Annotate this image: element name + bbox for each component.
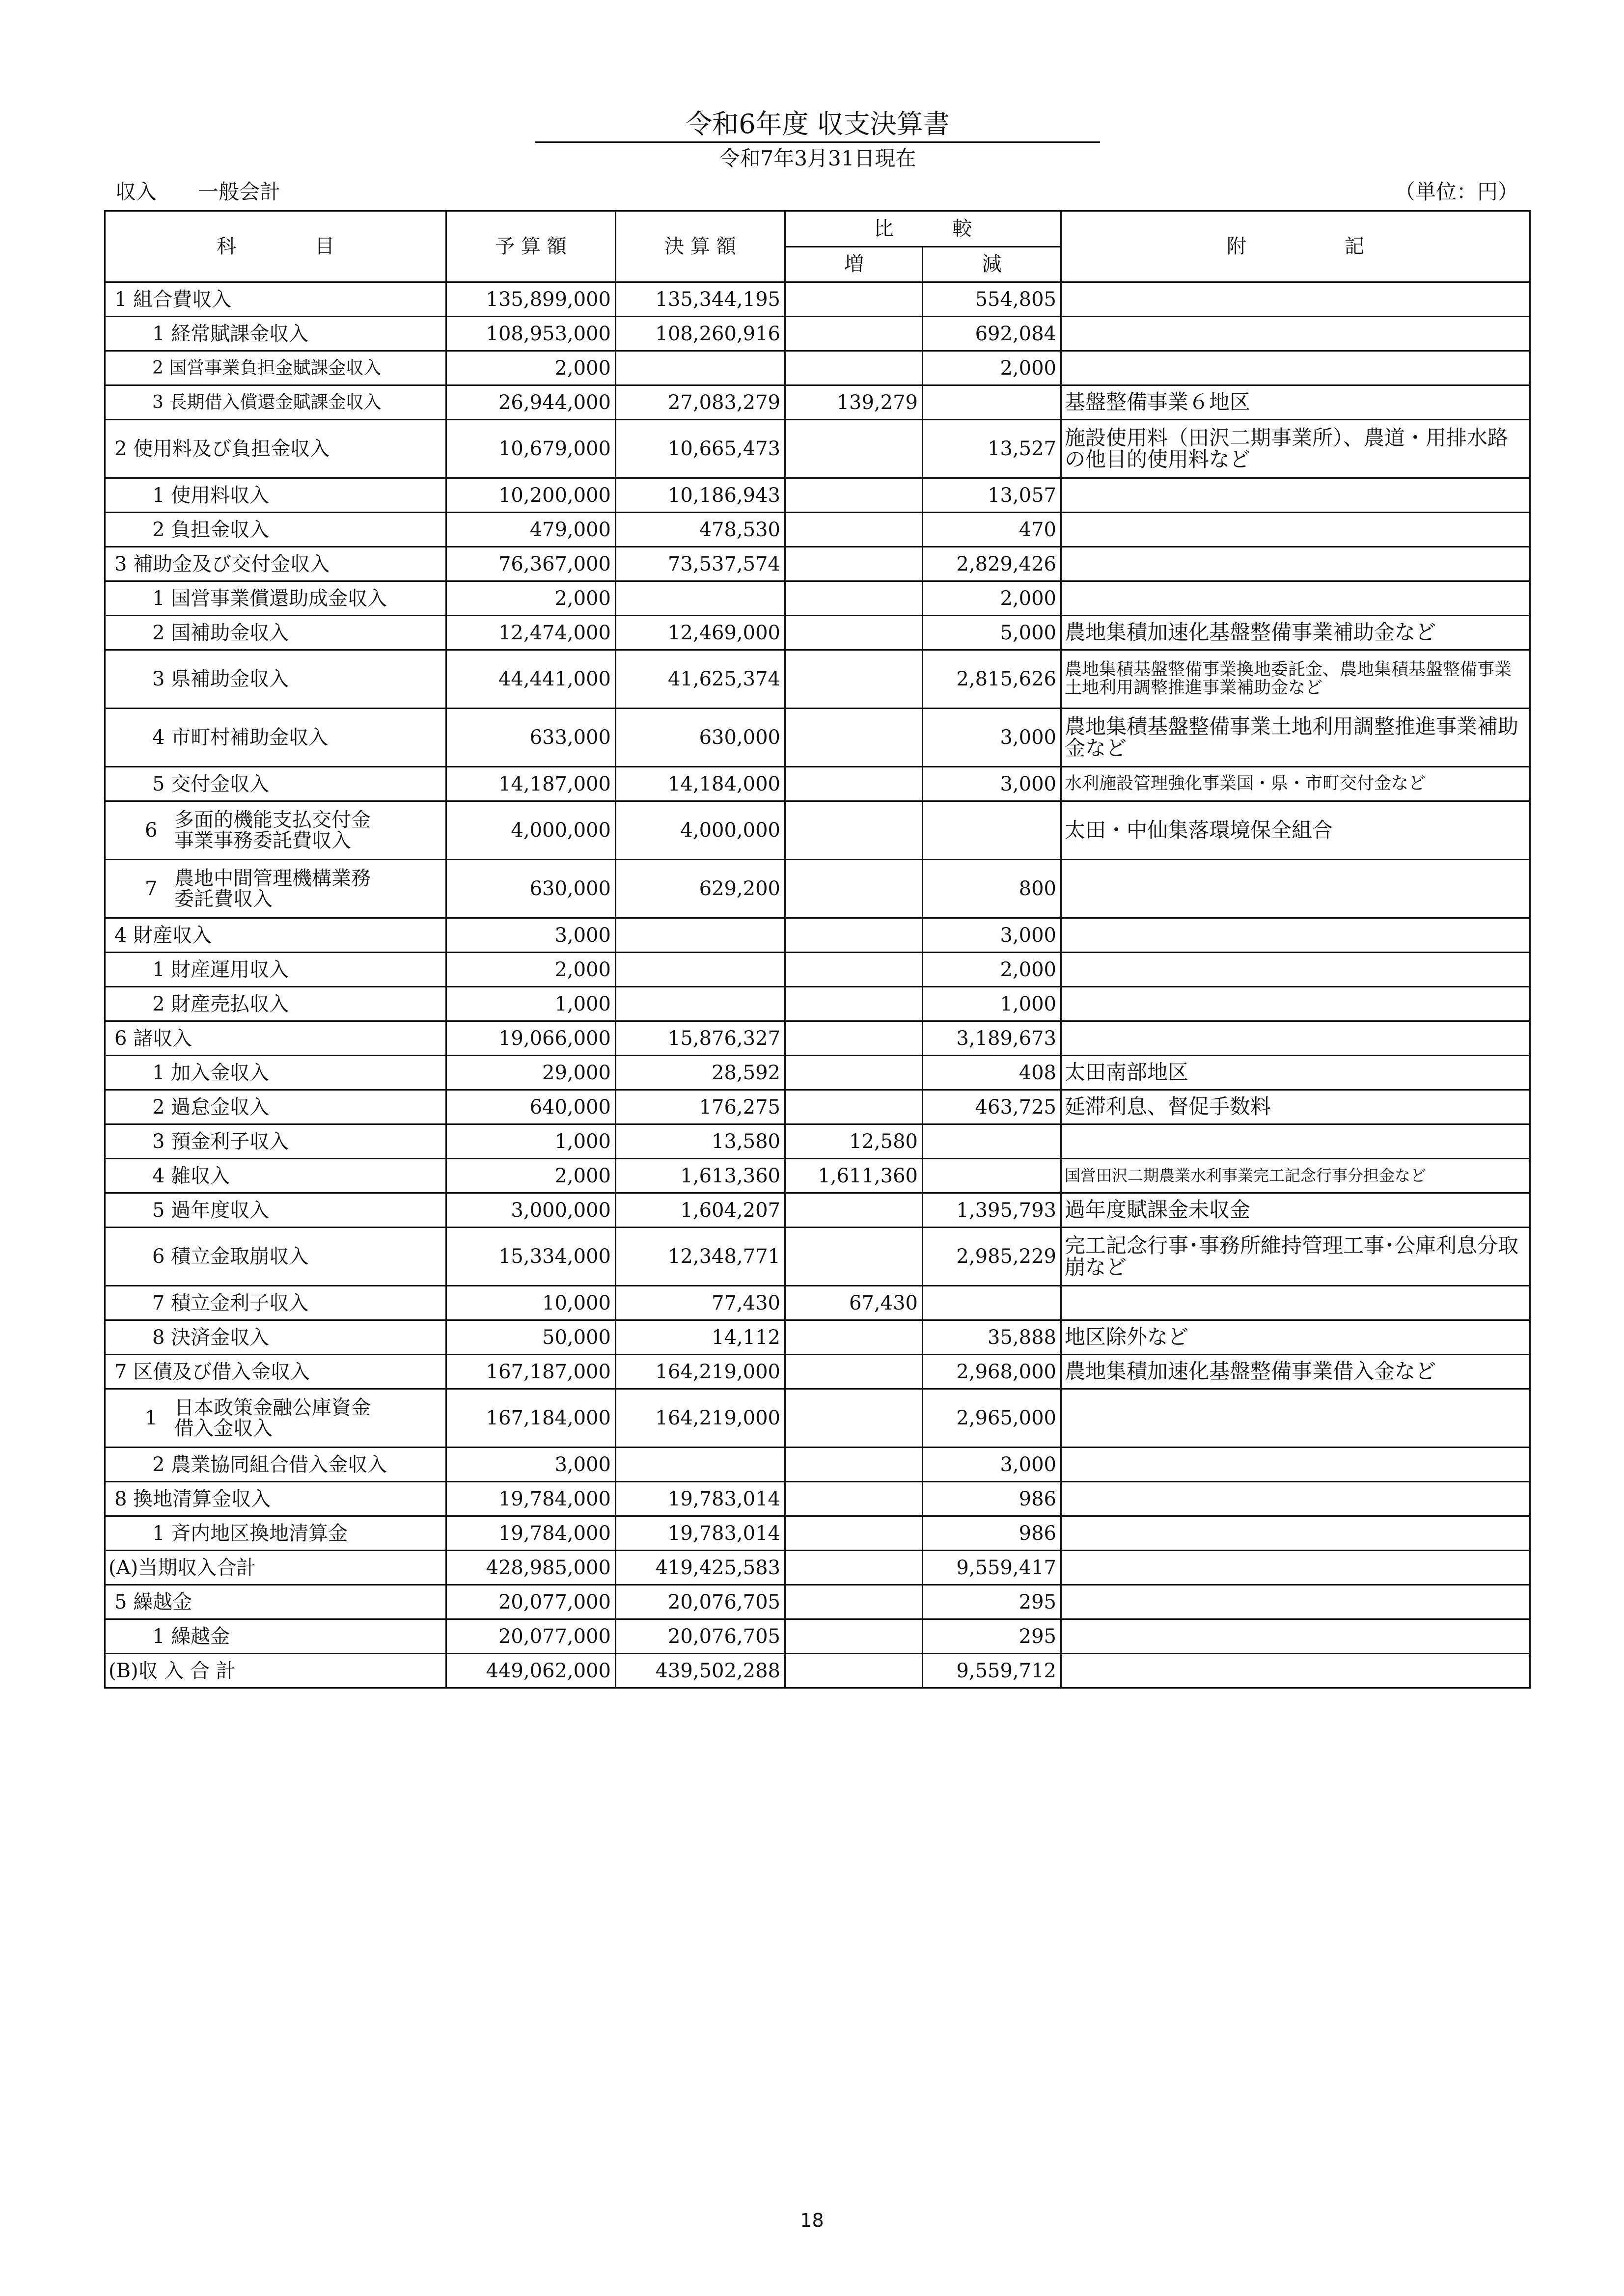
table-row <box>105 616 1530 650</box>
note-cell <box>1061 282 1530 317</box>
row-label: 3 県補助金収入 <box>105 650 446 709</box>
settled-cell: 108,260,916 <box>616 317 785 351</box>
table-row <box>105 1193 1530 1228</box>
row-label: 5 交付金収入 <box>105 767 446 801</box>
note-cell <box>1061 1021 1530 1056</box>
settled-cell: 15,876,327 <box>616 1021 785 1056</box>
budget-cell: 10,679,000 <box>446 420 616 478</box>
increase-cell: 139,279 <box>785 385 923 420</box>
note-cell <box>1061 513 1530 547</box>
budget-cell: 630,000 <box>446 860 616 918</box>
decrease-cell: 2,815,626 <box>923 650 1061 709</box>
settled-cell: 176,275 <box>616 1090 785 1124</box>
row-label-line: 事業事務委託費収入 <box>174 829 351 852</box>
settled-cell: 135,344,195 <box>616 282 785 317</box>
decrease-cell: 5,000 <box>923 616 1061 650</box>
row-label: (A)当期収入合計 <box>105 1551 446 1585</box>
budget-cell: 1,000 <box>446 987 616 1021</box>
row-label: 1 経常賦課金収入 <box>105 317 446 351</box>
increase-cell <box>785 709 923 767</box>
budget-cell: 19,066,000 <box>446 1021 616 1056</box>
settled-cell <box>616 918 785 953</box>
row-label: 7 区債及び借入金収入 <box>105 1355 446 1389</box>
budget-cell: 44,441,000 <box>446 650 616 709</box>
decrease-cell: 13,527 <box>923 420 1061 478</box>
row-label: 3 補助金及び交付金収入 <box>105 547 446 581</box>
settled-cell <box>616 1448 785 1482</box>
note-cell <box>1061 1551 1530 1585</box>
settled-cell: 1,604,207 <box>616 1193 785 1228</box>
decrease-cell: 13,057 <box>923 478 1061 513</box>
table-row <box>105 1551 1530 1585</box>
row-label: 8 換地清算金収入 <box>105 1482 446 1516</box>
note-cell <box>1061 581 1530 616</box>
decrease-cell: 295 <box>923 1585 1061 1619</box>
decrease-cell: 3,000 <box>923 1448 1061 1482</box>
settled-cell: 13,580 <box>616 1124 785 1159</box>
header-budget: 予 算 額 <box>446 211 616 282</box>
table-row <box>105 1124 1530 1159</box>
budget-cell: 640,000 <box>446 1090 616 1124</box>
increase-cell <box>785 1585 923 1619</box>
settled-cell: 1,613,360 <box>616 1159 785 1193</box>
budget-cell: 2,000 <box>446 953 616 987</box>
table-row <box>105 1585 1530 1619</box>
table-row <box>105 1021 1530 1056</box>
row-label: 1 繰越金 <box>105 1619 446 1654</box>
table-row <box>105 1056 1530 1090</box>
note-cell: 太田・中仙集落環境保全組合 <box>1061 801 1530 860</box>
increase-cell <box>785 420 923 478</box>
table-row <box>105 1355 1530 1389</box>
decrease-cell: 2,000 <box>923 351 1061 385</box>
note-cell: 農地集積加速化基盤整備事業補助金など <box>1061 616 1530 650</box>
decrease-cell: 2,829,426 <box>923 547 1061 581</box>
decrease-cell: 1,395,793 <box>923 1193 1061 1228</box>
header-subject: 科 目 <box>105 211 446 282</box>
settled-cell: 73,537,574 <box>616 547 785 581</box>
table-row <box>105 581 1530 616</box>
decrease-cell <box>923 801 1061 860</box>
table-row <box>105 1654 1530 1688</box>
table-row <box>105 385 1530 420</box>
decrease-cell: 3,000 <box>923 709 1061 767</box>
settlement-table <box>104 210 1531 1689</box>
settled-cell: 10,665,473 <box>616 420 785 478</box>
row-label-line: 多面的機能支払交付金 <box>174 809 371 831</box>
note-cell: 過年度賦課金未収金 <box>1061 1193 1530 1228</box>
row-number: 1 <box>145 1407 158 1429</box>
header-notes: 附 記 <box>1061 211 1530 282</box>
increase-cell <box>785 1619 923 1654</box>
settled-cell: 439,502,288 <box>616 1654 785 1688</box>
note-cell <box>1061 1124 1530 1159</box>
budget-cell: 2,000 <box>446 1159 616 1193</box>
note-cell: 農地集積基盤整備事業土地利用調整推進事業補助金など <box>1061 709 1530 767</box>
row-label: 7 積立金利子収入 <box>105 1286 446 1320</box>
table-row <box>105 1482 1530 1516</box>
increase-cell <box>785 1551 923 1585</box>
row-label: 1 財産運用収入 <box>105 953 446 987</box>
unit-label: （単位：円） <box>1394 180 1518 204</box>
table-row <box>105 1320 1530 1355</box>
ledger-body <box>105 282 1530 1688</box>
decrease-cell: 35,888 <box>923 1320 1061 1355</box>
decrease-cell: 463,725 <box>923 1090 1061 1124</box>
settled-cell: 4,000,000 <box>616 801 785 860</box>
budget-cell: 3,000,000 <box>446 1193 616 1228</box>
decrease-cell: 295 <box>923 1619 1061 1654</box>
row-label: 3 長期借入償還金賦課金収入 <box>105 385 446 420</box>
increase-cell <box>785 1056 923 1090</box>
increase-cell <box>785 1090 923 1124</box>
row-label: 3 預金利子収入 <box>105 1124 446 1159</box>
note-cell <box>1061 1286 1530 1320</box>
settled-cell <box>616 581 785 616</box>
note-cell <box>1061 1482 1530 1516</box>
budget-cell: 50,000 <box>446 1320 616 1355</box>
row-label: 2 財産売払収入 <box>105 987 446 1021</box>
decrease-cell: 986 <box>923 1482 1061 1516</box>
note-cell <box>1061 1389 1530 1448</box>
budget-cell: 14,187,000 <box>446 767 616 801</box>
row-label-line: 委託費収入 <box>174 888 273 910</box>
decrease-cell <box>923 1286 1061 1320</box>
row-label <box>105 801 446 860</box>
budget-cell: 3,000 <box>446 918 616 953</box>
table-row <box>105 987 1530 1021</box>
note-cell <box>1061 1619 1530 1654</box>
table-row <box>105 420 1530 478</box>
increase-cell <box>785 351 923 385</box>
budget-cell: 12,474,000 <box>446 616 616 650</box>
decrease-cell: 1,000 <box>923 987 1061 1021</box>
settled-cell: 27,083,279 <box>616 385 785 420</box>
header-increase: 増 <box>785 246 923 282</box>
note-cell <box>1061 860 1530 918</box>
decrease-cell <box>923 1124 1061 1159</box>
table-row <box>105 860 1530 918</box>
increase-cell <box>785 1355 923 1389</box>
settled-cell: 12,348,771 <box>616 1228 785 1286</box>
note-cell <box>1061 1585 1530 1619</box>
table-row <box>105 1159 1530 1193</box>
note-cell <box>1061 1448 1530 1482</box>
decrease-cell: 9,559,417 <box>923 1551 1061 1585</box>
decrease-cell: 2,000 <box>923 953 1061 987</box>
row-label: 1 加入金収入 <box>105 1056 446 1090</box>
row-number: 7 <box>145 877 158 900</box>
increase-cell: 1,611,360 <box>785 1159 923 1193</box>
note-cell: 施設使用料（田沢二期事業所）、農道・用排水路の他目的使用料など <box>1061 420 1530 478</box>
note-cell <box>1061 317 1530 351</box>
budget-cell: 3,000 <box>446 1448 616 1482</box>
budget-cell: 2,000 <box>446 351 616 385</box>
increase-cell <box>785 478 923 513</box>
note-cell <box>1061 351 1530 385</box>
note-cell <box>1061 918 1530 953</box>
row-label: 1 使用料収入 <box>105 478 446 513</box>
table-row <box>105 1228 1530 1286</box>
increase-cell <box>785 1448 923 1482</box>
document-title: 令和6年度 収支決算書 <box>535 108 1100 143</box>
increase-cell <box>785 616 923 650</box>
row-label: 5 過年度収入 <box>105 1193 446 1228</box>
decrease-cell: 2,968,000 <box>923 1355 1061 1389</box>
table-row <box>105 1286 1530 1320</box>
row-label: 5 繰越金 <box>105 1585 446 1619</box>
budget-cell: 428,985,000 <box>446 1551 616 1585</box>
settled-cell: 164,219,000 <box>616 1389 785 1448</box>
note-cell: 水利施設管理強化事業国・県・市町交付金など <box>1061 767 1530 801</box>
row-number: 6 <box>145 819 158 842</box>
note-cell: 農地集積基盤整備事業換地委託金、農地集積基盤整備事業土地利用調整推進事業補助金など <box>1061 650 1530 709</box>
settled-cell: 41,625,374 <box>616 650 785 709</box>
table-row <box>105 282 1530 317</box>
table-row <box>105 1389 1530 1448</box>
increase-cell <box>785 918 923 953</box>
table-row <box>105 801 1530 860</box>
settled-cell: 20,076,705 <box>616 1585 785 1619</box>
row-label-line: 日本政策金融公庫資金 <box>174 1396 371 1419</box>
decrease-cell: 2,965,000 <box>923 1389 1061 1448</box>
settled-cell: 19,783,014 <box>616 1482 785 1516</box>
increase-cell <box>785 953 923 987</box>
section-label: 収入 一般会計 <box>115 180 281 204</box>
note-cell: 農地集積加速化基盤整備事業借入金など <box>1061 1355 1530 1389</box>
increase-cell: 67,430 <box>785 1286 923 1320</box>
header-decrease: 減 <box>923 246 1061 282</box>
table-row <box>105 351 1530 385</box>
increase-cell <box>785 1516 923 1551</box>
settled-cell: 77,430 <box>616 1286 785 1320</box>
table-row <box>105 709 1530 767</box>
note-cell: 完工記念行事･事務所維持管理工事･公庫利息分取崩など <box>1061 1228 1530 1286</box>
budget-cell: 4,000,000 <box>446 801 616 860</box>
row-label: 2 過怠金収入 <box>105 1090 446 1124</box>
row-label: 6 諸収入 <box>105 1021 446 1056</box>
increase-cell <box>785 860 923 918</box>
settled-cell: 630,000 <box>616 709 785 767</box>
decrease-cell: 408 <box>923 1056 1061 1090</box>
increase-cell <box>785 1389 923 1448</box>
page-number: 18 <box>800 2210 824 2231</box>
budget-cell: 449,062,000 <box>446 1654 616 1688</box>
row-label: 1 斉内地区換地清算金 <box>105 1516 446 1551</box>
increase-cell <box>785 1320 923 1355</box>
increase-cell <box>785 987 923 1021</box>
decrease-cell: 692,084 <box>923 317 1061 351</box>
decrease-cell: 9,559,712 <box>923 1654 1061 1688</box>
table-row <box>105 478 1530 513</box>
settled-cell <box>616 351 785 385</box>
table-row <box>105 1619 1530 1654</box>
note-cell: 延滞利息、督促手数料 <box>1061 1090 1530 1124</box>
settled-cell: 10,186,943 <box>616 478 785 513</box>
settled-cell: 12,469,000 <box>616 616 785 650</box>
budget-cell: 167,184,000 <box>446 1389 616 1448</box>
table-row <box>105 1448 1530 1482</box>
increase-cell <box>785 767 923 801</box>
note-cell <box>1061 1516 1530 1551</box>
row-label: (B)収 入 合 計 <box>105 1654 446 1688</box>
row-label: 4 財産収入 <box>105 918 446 953</box>
settled-cell: 14,184,000 <box>616 767 785 801</box>
table-row <box>105 953 1530 987</box>
decrease-cell <box>923 385 1061 420</box>
budget-cell: 2,000 <box>446 581 616 616</box>
budget-cell: 76,367,000 <box>446 547 616 581</box>
header-settled: 決 算 額 <box>616 211 785 282</box>
settled-cell: 164,219,000 <box>616 1355 785 1389</box>
settled-cell: 419,425,583 <box>616 1551 785 1585</box>
table-row <box>105 767 1530 801</box>
note-cell <box>1061 987 1530 1021</box>
decrease-cell: 2,000 <box>923 581 1061 616</box>
settled-cell <box>616 953 785 987</box>
table-row <box>105 317 1530 351</box>
budget-cell: 167,187,000 <box>446 1355 616 1389</box>
increase-cell <box>785 1193 923 1228</box>
settled-cell <box>616 987 785 1021</box>
note-cell: 地区除外など <box>1061 1320 1530 1355</box>
settled-cell: 20,076,705 <box>616 1619 785 1654</box>
header-comparison: 比 較 <box>785 211 1061 247</box>
budget-cell: 479,000 <box>446 513 616 547</box>
budget-cell: 135,899,000 <box>446 282 616 317</box>
decrease-cell: 3,189,673 <box>923 1021 1061 1056</box>
row-label: 2 国営事業負担金賦課金収入 <box>105 351 446 385</box>
increase-cell <box>785 801 923 860</box>
row-label: 1 国営事業償還助成金収入 <box>105 581 446 616</box>
decrease-cell: 3,000 <box>923 767 1061 801</box>
increase-cell <box>785 1482 923 1516</box>
table-row <box>105 547 1530 581</box>
row-label: 4 市町村補助金収入 <box>105 709 446 767</box>
budget-cell: 15,334,000 <box>446 1228 616 1286</box>
budget-cell: 19,784,000 <box>446 1482 616 1516</box>
budget-cell: 1,000 <box>446 1124 616 1159</box>
row-label <box>105 1389 446 1448</box>
increase-cell <box>785 547 923 581</box>
row-label-line: 農地中間管理機構業務 <box>174 867 371 890</box>
decrease-cell: 3,000 <box>923 918 1061 953</box>
table-row <box>105 513 1530 547</box>
decrease-cell: 470 <box>923 513 1061 547</box>
table-row <box>105 1090 1530 1124</box>
budget-cell: 29,000 <box>446 1056 616 1090</box>
note-cell: 太田南部地区 <box>1061 1056 1530 1090</box>
row-label: 2 負担金収入 <box>105 513 446 547</box>
decrease-cell: 986 <box>923 1516 1061 1551</box>
note-cell: 国営田沢二期農業水利事業完工記念行事分担金など <box>1061 1159 1530 1193</box>
budget-cell: 20,077,000 <box>446 1619 616 1654</box>
row-label <box>105 860 446 918</box>
row-label: 6 積立金取崩収入 <box>105 1228 446 1286</box>
settled-cell: 629,200 <box>616 860 785 918</box>
increase-cell <box>785 650 923 709</box>
increase-cell: 12,580 <box>785 1124 923 1159</box>
as-of-date: 令和7年3月31日現在 <box>719 146 916 170</box>
increase-cell <box>785 513 923 547</box>
row-label: 2 国補助金収入 <box>105 616 446 650</box>
budget-cell: 108,953,000 <box>446 317 616 351</box>
row-label: 4 雑収入 <box>105 1159 446 1193</box>
budget-cell: 19,784,000 <box>446 1516 616 1551</box>
budget-cell: 633,000 <box>446 709 616 767</box>
row-label: 1 組合費収入 <box>105 282 446 317</box>
row-label: 8 決済金収入 <box>105 1320 446 1355</box>
note-cell <box>1061 953 1530 987</box>
table-row <box>105 650 1530 709</box>
increase-cell <box>785 1021 923 1056</box>
note-cell <box>1061 1654 1530 1688</box>
increase-cell <box>785 1654 923 1688</box>
budget-cell: 10,000 <box>446 1286 616 1320</box>
settled-cell: 28,592 <box>616 1056 785 1090</box>
decrease-cell: 554,805 <box>923 282 1061 317</box>
row-label: 2 農業協同組合借入金収入 <box>105 1448 446 1482</box>
note-cell: 基盤整備事業６地区 <box>1061 385 1530 420</box>
table-row <box>105 1516 1530 1551</box>
row-label: 2 使用料及び負担金収入 <box>105 420 446 478</box>
increase-cell <box>785 317 923 351</box>
note-cell <box>1061 547 1530 581</box>
budget-cell: 10,200,000 <box>446 478 616 513</box>
increase-cell <box>785 282 923 317</box>
settled-cell: 478,530 <box>616 513 785 547</box>
decrease-cell <box>923 1159 1061 1193</box>
row-label-line: 借入金収入 <box>174 1417 273 1440</box>
settled-cell: 14,112 <box>616 1320 785 1355</box>
note-cell <box>1061 478 1530 513</box>
increase-cell <box>785 581 923 616</box>
settled-cell: 19,783,014 <box>616 1516 785 1551</box>
decrease-cell: 2,985,229 <box>923 1228 1061 1286</box>
budget-cell: 26,944,000 <box>446 385 616 420</box>
budget-cell: 20,077,000 <box>446 1585 616 1619</box>
decrease-cell: 800 <box>923 860 1061 918</box>
increase-cell <box>785 1228 923 1286</box>
table-row <box>105 918 1530 953</box>
